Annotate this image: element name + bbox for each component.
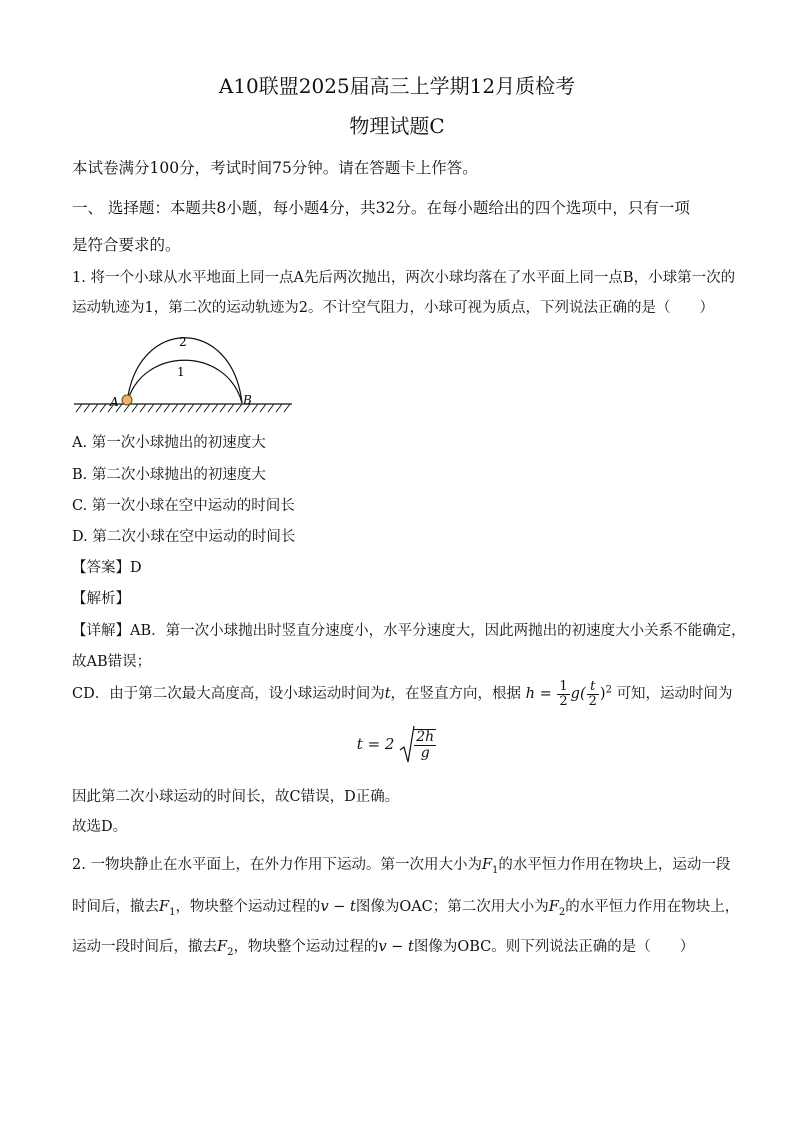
q2-l1-sub: 1 (492, 864, 499, 876)
q2-l3-pre: 运动一段时间后，撤去 (72, 939, 217, 955)
q2-l2-sub: 1 (169, 906, 176, 918)
q1-conclusion-line1: 因此第二次小球运动的时间长，故C错误，D正确。 (72, 789, 400, 805)
q2-l2-force: F (159, 899, 170, 915)
ground-hatching (76, 404, 290, 412)
section-heading-line2: 是符合要求的。 (72, 236, 181, 254)
q2-l1-post: 的水平恒力作用在物块上，运动一段 (498, 857, 731, 873)
q2-l3-sub: 2 (227, 946, 234, 958)
section-heading-line1: 一、 选择题：本题共8小题，每小题4分，共32分。在每小题给出的四个选项中，只有一项 (72, 199, 690, 217)
q2-l2-sub2: 2 (558, 906, 566, 918)
cd-fraction-t-half: $\frac{t}{2}$ (588, 679, 597, 709)
q1-option-b: B. 第二次小球抛出的初速度大 (72, 467, 266, 483)
q2-l3-vt: v − t (378, 939, 414, 955)
q2-stem-line3 (72, 935, 694, 958)
cd-formula-g: g( (570, 686, 586, 703)
q2-l3-force: F (217, 939, 228, 955)
point-b-label: B (243, 393, 252, 407)
page-subtitle: 物理试题C (349, 114, 445, 138)
page-title: A10联盟2025届高三上学期12月质检考 (218, 74, 576, 98)
result-formula (0, 724, 794, 766)
sqrt-sign (399, 724, 415, 766)
exam-intro: 本试卷满分100分，考试时间75分钟。请在答题卡上作答。 (72, 159, 478, 177)
q1-stem-line2: 运动轨迹为1，第二次的运动轨迹为2。不计空气阻力，小球可视为质点，下列说法正确的是（ ） (72, 300, 714, 316)
q2-l2-mid2: 图像为OAC；第二次用大小为 (355, 899, 549, 915)
result-fraction: $\frac{2h}{g}$ (416, 729, 435, 761)
cd-formula-lhs: h = (525, 686, 557, 703)
result-lhs: t = 2 (356, 735, 395, 753)
q2-l2-pre: 时间后，撤去 (72, 899, 159, 915)
cd-text-pre: CD．由于第二次最大高度高，设小球运动时间为 (72, 686, 385, 703)
q2-l2-post: 的水平恒力作用在物块上， (565, 899, 740, 915)
q2-l1-pre: 2. 一物块静止在水平面上，在外力作用下运动。第一次用大小为 (72, 857, 482, 873)
q2-l2-force2: F (548, 899, 559, 915)
q2-l3-mid: ，物块整个运动过程的 (233, 939, 379, 955)
q1-option-a: A. 第一次小球抛出的初速度大 (72, 435, 266, 451)
q1-cd-line (72, 680, 733, 708)
cd-text-post: 可知，运动时间为 (616, 686, 733, 703)
q1-trajectory-figure (72, 326, 297, 416)
cd-formula-close: ) (599, 686, 606, 703)
q1-answer: 【答案】D (72, 560, 142, 576)
q1-option-c: C. 第一次小球在空中运动的时间长 (72, 498, 295, 514)
curve-2-label: 2 (179, 335, 187, 349)
q2-l2-vt: v − t (320, 899, 356, 915)
q2-stem-line2 (72, 895, 739, 918)
q1-detail-line1: 【详解】AB．第一次小球抛出时竖直分速度小，水平分速度大，因此两抛出的初速度大小关系不能确定， (72, 623, 746, 639)
q2-l1-force: F (481, 857, 493, 873)
q1-option-d: D. 第二次小球在空中运动的时间长 (72, 529, 296, 545)
q1-analysis-label: 【解析】 (72, 591, 130, 607)
cd-exponent: 2 (605, 684, 612, 696)
q1-detail-line2: 故AB错误； (72, 654, 152, 670)
q2-l3-post: 图像为OBC。则下列说法正确的是（ ） (413, 939, 695, 955)
q2-l2-mid: ，物块整个运动过程的 (175, 899, 321, 915)
curve-1-label: 1 (177, 365, 185, 379)
ball (122, 395, 132, 405)
cd-text-mid: ，在竖直方向，根据 (390, 686, 522, 703)
q2-stem-line1 (72, 853, 730, 876)
q1-stem-line1: 1. 将一个小球从水平地面上同一点A先后两次抛出，两次小球均落在了水平面上同一点B，小球第一次的 (72, 270, 736, 286)
q1-conclusion-line2: 故选D。 (72, 819, 128, 835)
point-a-label: A (110, 395, 119, 409)
cd-var-t: t (384, 686, 391, 703)
cd-fraction-half: $\frac{1}{2}$ (559, 679, 568, 709)
